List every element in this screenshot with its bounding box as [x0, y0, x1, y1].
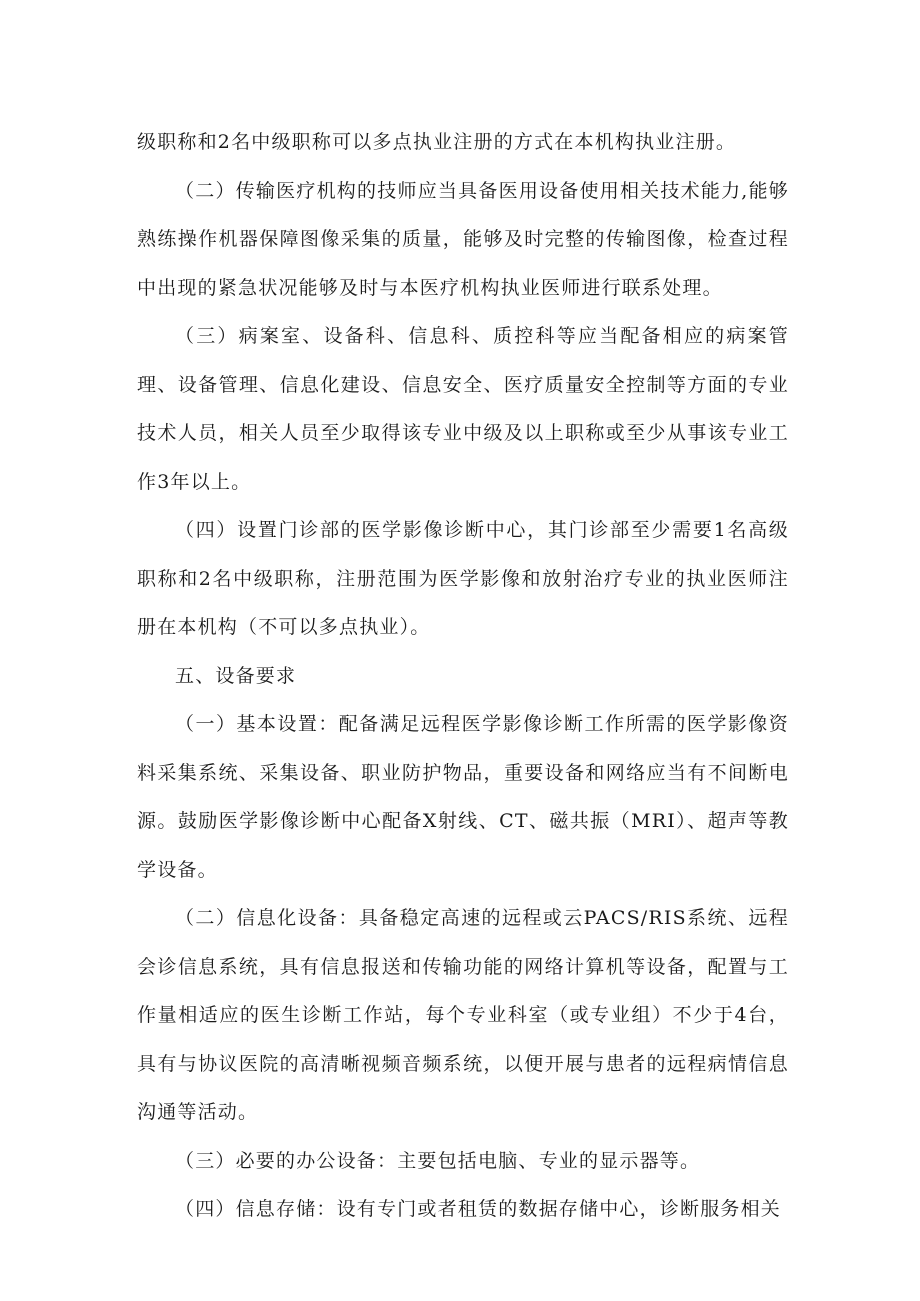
- paragraph-outpatient-requirements: （四）设置门诊部的医学影像诊断中心，其门诊部至少需要1名高级职称和2名中级职称，注册范围为医学影像和放射治疗专业的执业医师注册在本机构（不可以多点执业）。: [137, 519, 789, 638]
- paragraph-technician-requirements: （二）传输医疗机构的技师应当具备医用设备使用相关技术能力,能够熟练操作机器保障图像采集的质量，能够及时完整的传输图像，检查过程中出现的紧急状况能够及时与本医疗机构执业医师进行联系处理。: [137, 179, 789, 299]
- document-body: [137, 118, 789, 1234]
- section-heading-equipment: 五、设备要求: [175, 664, 297, 687]
- paragraph-office-equipment: （三）必要的办公设备：主要包括电脑、专业的显示器等。: [175, 1149, 701, 1172]
- paragraph-continuation: 级职称和2名中级职称可以多点执业注册的方式在本机构执业注册。: [137, 131, 737, 153]
- paragraph-basic-setup: （一）基本设置：配备满足远程医学影像诊断工作所需的医学影像资料采集系统、采集设备、职业防护物品，重要设备和网络应当有不间断电源。鼓励医学影像诊断中心配备X射线、CT、磁共振（MRI）、超声等教学设备。: [137, 713, 789, 881]
- paragraph-it-equipment: （二）信息化设备：具备稳定高速的远程或云PACS/RIS系统、远程会诊信息系统，具有信息报送和传输功能的网络计算机等设备，配置与工作量相适应的医生诊断工作站，每个专业科室（或专业组）不少于4台，具有与协议医院的高清晰视频音频系统，以便开展与患者的远程病情信息沟通等活动。: [137, 907, 789, 1123]
- paragraph-department-staffing: （三）病案室、设备科、信息科、质控科等应当配备相应的病案管理、设备管理、信息化建设、信息安全、医疗质量安全控制等方面的专业技术人员，相关人员至少取得该专业中级及以上职称或至少从事该专业工作3年以上。: [137, 325, 789, 493]
- paragraph-data-storage: （四）信息存储：设有专门或者租赁的数据存储中心，诊断服务相关: [175, 1198, 782, 1220]
